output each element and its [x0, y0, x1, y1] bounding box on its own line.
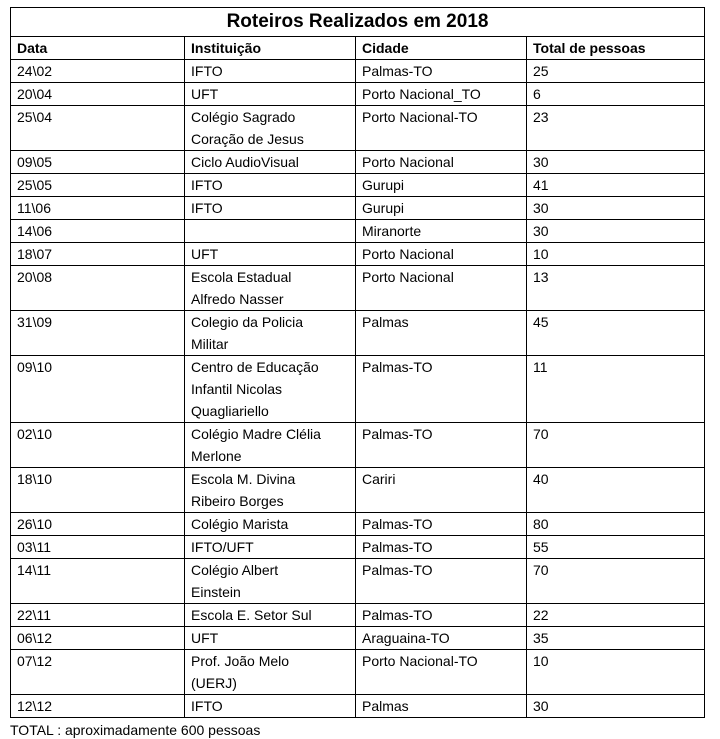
cell-total: 10 [527, 650, 705, 695]
cell-cidade: Palmas-TO [356, 356, 527, 423]
table-row [11, 356, 705, 423]
cell-cidade: Porto Nacional [356, 243, 527, 266]
cell-data: 25\04 [11, 106, 185, 151]
cell-total: 41 [527, 174, 705, 197]
table-row [11, 243, 705, 266]
cell-cidade: Porto Nacional_TO [356, 83, 527, 106]
cell-data: 31\09 [11, 311, 185, 356]
cell-data: 20\08 [11, 266, 185, 311]
roteiros-table [10, 7, 705, 718]
cell-data: 18\10 [11, 468, 185, 513]
cell-total: 23 [527, 106, 705, 151]
table-row [11, 151, 705, 174]
cell-data: 09\05 [11, 151, 185, 174]
cell-instituicao: IFTO [185, 197, 356, 220]
header-cidade: Cidade [356, 37, 527, 60]
cell-instituicao: IFTO [185, 174, 356, 197]
table-row [11, 266, 705, 311]
cell-data: 24\02 [11, 60, 185, 83]
cell-total: 70 [527, 423, 705, 468]
table-row [11, 604, 705, 627]
table-row [11, 536, 705, 559]
table-row [11, 197, 705, 220]
table-row [11, 559, 705, 604]
table-row [11, 220, 705, 243]
cell-instituicao: Escola E. Setor Sul [185, 604, 356, 627]
header-instituicao: Instituição [185, 37, 356, 60]
table-body [11, 60, 705, 718]
cell-total: 70 [527, 559, 705, 604]
cell-data: 06\12 [11, 627, 185, 650]
cell-instituicao: UFT [185, 627, 356, 650]
cell-cidade: Palmas [356, 695, 527, 718]
cell-instituicao: UFT [185, 83, 356, 106]
header-total: Total de pessoas [527, 37, 705, 60]
cell-data: 20\04 [11, 83, 185, 106]
cell-total: 30 [527, 220, 705, 243]
document [10, 7, 704, 739]
cell-cidade: Palmas-TO [356, 604, 527, 627]
cell-instituicao: IFTO/UFT [185, 536, 356, 559]
cell-total: 55 [527, 536, 705, 559]
cell-total: 11 [527, 356, 705, 423]
cell-cidade: Porto Nacional [356, 266, 527, 311]
cell-total: 30 [527, 151, 705, 174]
cell-data: 14\11 [11, 559, 185, 604]
cell-cidade: Araguaina-TO [356, 627, 527, 650]
table-row [11, 83, 705, 106]
cell-instituicao: IFTO [185, 60, 356, 83]
cell-total: 13 [527, 266, 705, 311]
cell-total: 22 [527, 604, 705, 627]
table-row [11, 650, 705, 695]
cell-cidade: Palmas-TO [356, 513, 527, 536]
cell-total: 25 [527, 60, 705, 83]
cell-total: 40 [527, 468, 705, 513]
cell-data: 09\10 [11, 356, 185, 423]
cell-instituicao: Ciclo AudioVisual [185, 151, 356, 174]
cell-instituicao: Colégio Madre Clélia Merlone [185, 423, 356, 468]
cell-instituicao: UFT [185, 243, 356, 266]
cell-instituicao: Colégio Sagrado Coração de Jesus [185, 106, 356, 151]
cell-instituicao: Colégio Marista [185, 513, 356, 536]
cell-data: 14\06 [11, 220, 185, 243]
total-note: TOTAL : aproximadamente 600 pessoas [10, 722, 261, 738]
cell-data: 03\11 [11, 536, 185, 559]
cell-instituicao: Colegio da Policia Militar [185, 311, 356, 356]
table-row [11, 627, 705, 650]
cell-data: 18\07 [11, 243, 185, 266]
cell-data: 25\05 [11, 174, 185, 197]
table-row [11, 468, 705, 513]
table-title: Roteiros Realizados em 2018 [11, 8, 705, 37]
cell-instituicao [185, 220, 356, 243]
cell-data: 26\10 [11, 513, 185, 536]
title-row [11, 8, 705, 37]
cell-total: 45 [527, 311, 705, 356]
cell-cidade: Palmas-TO [356, 536, 527, 559]
cell-instituicao: IFTO [185, 695, 356, 718]
cell-instituicao: Colégio Albert Einstein [185, 559, 356, 604]
table-row [11, 174, 705, 197]
cell-total: 30 [527, 197, 705, 220]
cell-instituicao: Prof. João Melo (UERJ) [185, 650, 356, 695]
cell-data: 22\11 [11, 604, 185, 627]
table-row [11, 513, 705, 536]
cell-cidade: Porto Nacional [356, 151, 527, 174]
cell-cidade: Palmas-TO [356, 60, 527, 83]
header-data: Data [11, 37, 185, 60]
cell-instituicao: Centro de Educação Infantil Nicolas Quagliariello [185, 356, 356, 423]
cell-total: 30 [527, 695, 705, 718]
table-row [11, 695, 705, 718]
cell-instituicao: Escola Estadual Alfredo Nasser [185, 266, 356, 311]
table-row [11, 311, 705, 356]
table-row [11, 106, 705, 151]
cell-cidade: Gurupi [356, 197, 527, 220]
cell-instituicao: Escola M. Divina Ribeiro Borges [185, 468, 356, 513]
cell-cidade: Palmas-TO [356, 423, 527, 468]
cell-data: 12\12 [11, 695, 185, 718]
cell-total: 80 [527, 513, 705, 536]
cell-cidade: Palmas-TO [356, 559, 527, 604]
cell-data: 11\06 [11, 197, 185, 220]
cell-cidade: Porto Nacional-TO [356, 650, 527, 695]
cell-total: 35 [527, 627, 705, 650]
cell-cidade: Porto Nacional-TO [356, 106, 527, 151]
table-row [11, 60, 705, 83]
cell-data: 02\10 [11, 423, 185, 468]
cell-total: 10 [527, 243, 705, 266]
header-row [11, 37, 705, 60]
cell-cidade: Palmas [356, 311, 527, 356]
cell-data: 07\12 [11, 650, 185, 695]
table-row [11, 423, 705, 468]
cell-total: 6 [527, 83, 705, 106]
cell-cidade: Miranorte [356, 220, 527, 243]
cell-cidade: Gurupi [356, 174, 527, 197]
cell-cidade: Cariri [356, 468, 527, 513]
